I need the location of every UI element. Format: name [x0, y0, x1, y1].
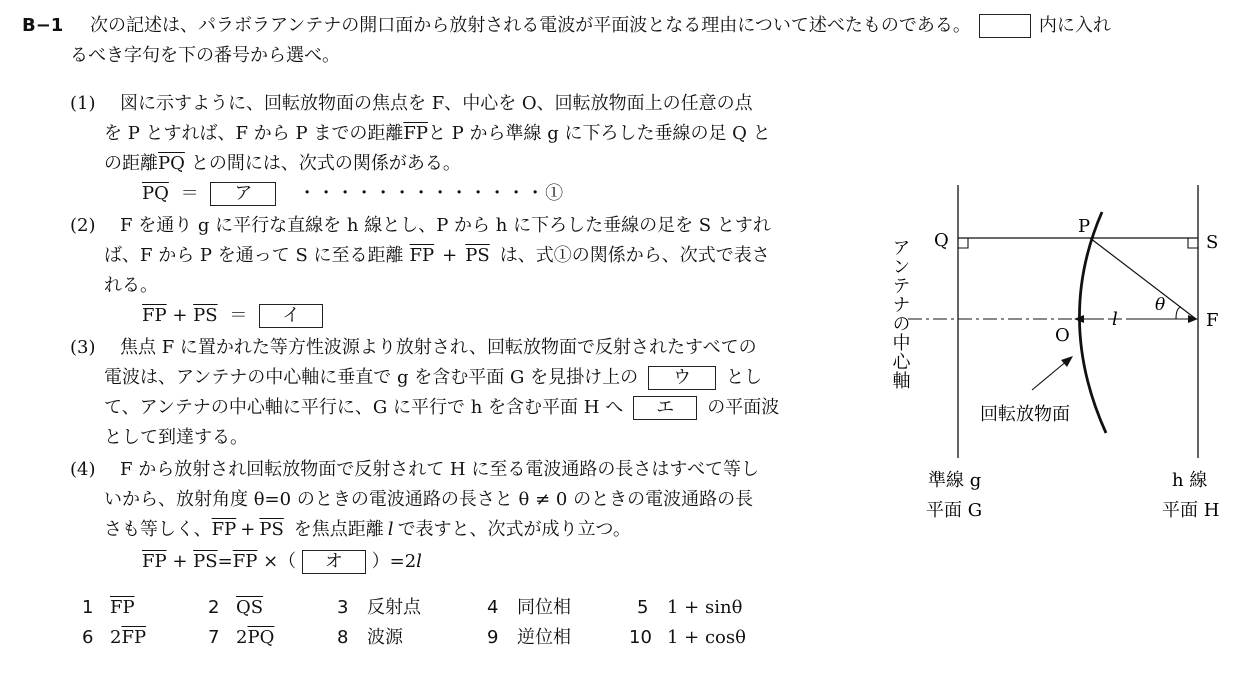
choice-2 — [208, 596, 263, 620]
choice-3 — [337, 596, 421, 620]
item3-num: (3) — [70, 337, 96, 358]
theta-arc — [1176, 307, 1181, 319]
eq2-ps: $\overline{PS}$ — [193, 305, 218, 326]
label-q: Q — [934, 230, 949, 251]
item2-num: (2) — [70, 215, 96, 236]
choice-num: 5 — [637, 597, 649, 618]
label-s: S — [1206, 232, 1219, 253]
item2-line1: F を通り g に平行な直線を h 線とし、P から h に下ろした垂線の足を S とすれ — [120, 215, 771, 236]
item4-line3a: さも等しく、 — [104, 519, 212, 540]
eq2-fp: $\overline{FP}$ — [142, 305, 167, 326]
eq4-fp: $\overline{FP}$ — [142, 551, 167, 572]
choice-num: 6 — [82, 627, 94, 648]
axis-label: アンテナの中心軸 — [889, 238, 911, 390]
choice-1 — [82, 596, 135, 620]
item2-line2 — [104, 244, 770, 268]
item2-line2a: ば、F から P を通って S に至る距離 — [104, 245, 404, 266]
eq4-ps: $\overline{PS}$ — [193, 551, 218, 572]
label-directrix: 準線 g — [928, 470, 982, 491]
item4-plus: + — [240, 519, 256, 540]
item3-line2 — [104, 366, 762, 390]
item4-equation — [142, 550, 422, 574]
choice-num: 2 — [208, 597, 220, 618]
item1-line2 — [104, 122, 771, 146]
item4-line3g: で表すと、次式が成り立つ。 — [397, 519, 631, 540]
choice-num: 7 — [208, 627, 220, 648]
choice-label: 1 + cosθ — [667, 627, 746, 648]
item2-equation — [142, 304, 323, 328]
item4-line3e: を焦点距離 — [293, 519, 384, 540]
label-f: F — [1206, 310, 1219, 331]
choice-num: 4 — [487, 597, 499, 618]
item1-line2a: を P とすれば、F から P までの距離 — [104, 123, 404, 144]
choice-label: 逆位相 — [517, 627, 571, 648]
eq4-equals: = — [217, 551, 233, 572]
paraboloid-diagram — [870, 180, 1240, 530]
item4-line3 — [104, 518, 631, 542]
blank-e: エ — [633, 396, 697, 420]
blank-i: イ — [259, 304, 323, 328]
label-l: l — [1112, 309, 1118, 330]
item3-line2b: とし — [726, 367, 763, 388]
choice-label: $\overline{FP}$ — [110, 597, 135, 618]
item3-line3a: て、アンテナの中心軸に平行に、G に平行で h を含む平面 H へ — [104, 397, 624, 418]
eq4-end: ）=2 — [371, 551, 417, 572]
label-paraboloid: 回転放物面 — [980, 404, 1070, 425]
item1-line3a: の距離 — [104, 153, 158, 174]
blank-box-legend — [979, 14, 1031, 38]
item1-num: (1) — [70, 93, 96, 114]
item2-fp: $\overline{FP}$ — [409, 245, 435, 266]
choice-label: $\overline{FP}$ — [121, 627, 147, 648]
item2-ps: $\overline{PS}$ — [465, 245, 490, 266]
blank-u: ウ — [648, 366, 716, 390]
choice-num: 9 — [487, 627, 499, 648]
question-number: B−1 — [22, 15, 64, 36]
choice-7 — [208, 626, 274, 650]
label-o: O — [1055, 325, 1070, 346]
choice-label: 反射点 — [367, 597, 421, 618]
item4-line1: F から放射され回転放物面で反射されて H に至る電波通路の長さはすべて等し — [120, 459, 759, 480]
label-h-line: h 線 — [1172, 470, 1208, 491]
item4-l: l — [387, 519, 394, 540]
eq1-lhs: $\overline{PQ}$ — [142, 183, 169, 204]
choice-8 — [337, 626, 403, 650]
paraboloid-leader — [1032, 360, 1068, 390]
eq1-equals: ＝ — [180, 183, 199, 204]
choice-label: 同位相 — [517, 597, 571, 618]
choice-10 — [629, 626, 746, 650]
item1-line3c: との間には、次式の関係がある。 — [190, 153, 461, 174]
item2-line2e: は、式①の関係から、次式で表さ — [499, 245, 770, 266]
item4-fp: $\overline{FP}$ — [211, 519, 237, 540]
label-theta: θ — [1155, 295, 1166, 315]
choice-num: 1 — [82, 597, 94, 618]
choice-6 — [82, 626, 146, 650]
pq-overline: $\overline{PQ}$ — [158, 153, 185, 174]
choice-prefix: 2 — [236, 627, 248, 648]
eq4-plus: + — [172, 551, 188, 572]
eq2-plus: + — [172, 305, 188, 326]
eq1-dots: ・・・・・・・・・・・・・① — [298, 183, 565, 204]
item2-plus: + — [442, 245, 458, 266]
label-plane-g: 平面 G — [926, 500, 983, 521]
eq4-l: l — [416, 551, 422, 572]
intro-line1-tail: 内に入れ — [1038, 15, 1111, 36]
paraboloid-leader-arrowhead — [1061, 356, 1073, 367]
choice-5 — [637, 596, 742, 620]
choice-num: 10 — [629, 627, 652, 648]
item3-line4: として到達する。 — [104, 427, 248, 448]
item4-num: (4) — [70, 459, 96, 480]
item4-line2: いから、放射角度 θ=0 のときの電波通路の長さと θ ≠ 0 のときの電波通路の長 — [104, 489, 754, 510]
item1-line1: 図に示すように、回転放物面の焦点を F、中心を O、回転放物面上の任意の点 — [120, 93, 753, 114]
eq4-times: ×（ — [263, 551, 297, 572]
blank-a: ア — [210, 182, 276, 206]
choice-num: 8 — [337, 627, 349, 648]
label-plane-h: 平面 H — [1162, 500, 1220, 521]
eq2-equals: ＝ — [229, 305, 248, 326]
item1-equation — [142, 182, 564, 206]
fp-overline: $\overline{FP}$ — [403, 123, 428, 144]
choice-4 — [487, 596, 571, 620]
choice-prefix: 2 — [110, 627, 122, 648]
right-angle-q — [958, 238, 968, 248]
item3-line3 — [104, 396, 779, 420]
intro-text — [90, 14, 1111, 38]
item3-line1: 焦点 F に置かれた等方性波源より放射され、回転放物面で反射されたすべての — [120, 337, 757, 358]
label-p: P — [1078, 216, 1091, 237]
eq4-fp2: $\overline{FP}$ — [232, 551, 258, 572]
choice-9 — [487, 626, 571, 650]
choice-label: 1 + sinθ — [667, 597, 743, 618]
right-angle-s — [1188, 238, 1198, 248]
item1-line2c: と P から準線 g に下ろした垂線の足 Q と — [427, 123, 771, 144]
item4-ps: $\overline{PS}$ — [259, 519, 284, 540]
item3-line3b: の平面波 — [707, 397, 780, 418]
choice-label: $\overline{PQ}$ — [247, 627, 275, 648]
intro-line1: 次の記述は、パラボラアンテナの開口面から放射される電波が平面波となる理由について述べたものである。 — [90, 15, 971, 36]
choice-label: 波源 — [367, 627, 403, 648]
item1-line3 — [104, 152, 461, 176]
choice-num: 3 — [337, 597, 349, 618]
item3-line2a: 電波は、アンテナの中心軸に垂直で g を含む平面 G を見掛け上の — [104, 367, 639, 388]
choice-label: $\overline{QS}$ — [236, 597, 264, 618]
intro-line2: るべき字句を下の番号から選べ。 — [70, 45, 340, 66]
blank-o: オ — [302, 550, 366, 574]
item2-line3: れる。 — [104, 275, 158, 296]
